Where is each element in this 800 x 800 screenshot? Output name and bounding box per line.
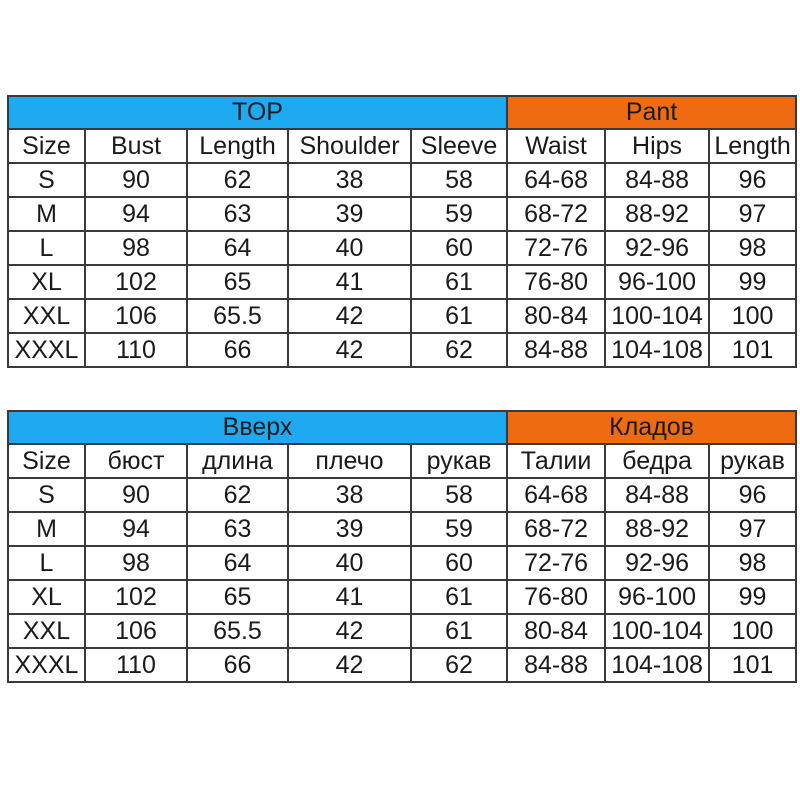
measurement-cell: 58 <box>411 478 507 512</box>
measurement-cell: 65.5 <box>187 614 288 648</box>
measurement-cell: 92-96 <box>605 231 709 265</box>
measurement-cell: 88-92 <box>605 512 709 546</box>
column-header: Sleeve <box>411 129 507 163</box>
measurement-cell: 42 <box>288 299 411 333</box>
measurement-cell: 61 <box>411 614 507 648</box>
measurement-cell: 60 <box>411 231 507 265</box>
table-row <box>8 265 796 299</box>
top-group-header: TOP <box>8 96 507 129</box>
table-row <box>8 333 796 367</box>
size-chart-russian <box>7 410 797 683</box>
measurement-cell: 98 <box>709 231 796 265</box>
measurement-cell: 97 <box>709 197 796 231</box>
measurement-cell: 98 <box>709 546 796 580</box>
measurement-cell: 84-88 <box>605 478 709 512</box>
column-header-row <box>8 129 796 163</box>
measurement-cell: 72-76 <box>507 231 605 265</box>
measurement-cell: 90 <box>85 478 187 512</box>
table-row <box>8 614 796 648</box>
measurement-cell: 62 <box>411 333 507 367</box>
measurement-cell: 64-68 <box>507 163 605 197</box>
size-cell: XL <box>8 580 85 614</box>
column-header: плечо <box>288 444 411 478</box>
pant-group-header: Кладов <box>507 411 796 444</box>
size-cell: XXXL <box>8 333 85 367</box>
size-cell: L <box>8 546 85 580</box>
measurement-cell: 62 <box>411 648 507 682</box>
measurement-cell: 84-88 <box>605 163 709 197</box>
size-cell: XXL <box>8 614 85 648</box>
column-header: бедра <box>605 444 709 478</box>
measurement-cell: 97 <box>709 512 796 546</box>
column-header: Length <box>709 129 796 163</box>
measurement-cell: 76-80 <box>507 580 605 614</box>
measurement-cell: 64 <box>187 231 288 265</box>
table-row <box>8 546 796 580</box>
measurement-cell: 100-104 <box>605 614 709 648</box>
column-header: длина <box>187 444 288 478</box>
measurement-cell: 58 <box>411 163 507 197</box>
measurement-cell: 68-72 <box>507 512 605 546</box>
measurement-cell: 98 <box>85 546 187 580</box>
measurement-cell: 102 <box>85 580 187 614</box>
size-cell: XXL <box>8 299 85 333</box>
top-group-header: Вверх <box>8 411 507 444</box>
measurement-cell: 96 <box>709 478 796 512</box>
column-header: Bust <box>85 129 187 163</box>
measurement-cell: 98 <box>85 231 187 265</box>
column-header: рукав <box>411 444 507 478</box>
measurement-cell: 64-68 <box>507 478 605 512</box>
measurement-cell: 42 <box>288 614 411 648</box>
measurement-cell: 84-88 <box>507 333 605 367</box>
measurement-cell: 96-100 <box>605 265 709 299</box>
measurement-cell: 84-88 <box>507 648 605 682</box>
measurement-cell: 42 <box>288 648 411 682</box>
size-cell: XXXL <box>8 648 85 682</box>
measurement-cell: 63 <box>187 197 288 231</box>
size-cell: M <box>8 197 85 231</box>
measurement-cell: 94 <box>85 197 187 231</box>
group-header-row <box>8 96 796 129</box>
measurement-cell: 100-104 <box>605 299 709 333</box>
measurement-cell: 65.5 <box>187 299 288 333</box>
measurement-cell: 106 <box>85 614 187 648</box>
measurement-cell: 104-108 <box>605 648 709 682</box>
measurement-cell: 63 <box>187 512 288 546</box>
measurement-cell: 102 <box>85 265 187 299</box>
table-row <box>8 231 796 265</box>
size-chart-body <box>8 96 796 367</box>
measurement-cell: 61 <box>411 299 507 333</box>
measurement-cell: 41 <box>288 265 411 299</box>
measurement-cell: 62 <box>187 478 288 512</box>
measurement-cell: 110 <box>85 333 187 367</box>
size-cell: L <box>8 231 85 265</box>
table-row <box>8 163 796 197</box>
measurement-cell: 59 <box>411 197 507 231</box>
column-header: Size <box>8 444 85 478</box>
measurement-cell: 62 <box>187 163 288 197</box>
measurement-cell: 88-92 <box>605 197 709 231</box>
group-header-row <box>8 411 796 444</box>
measurement-cell: 40 <box>288 231 411 265</box>
measurement-cell: 60 <box>411 546 507 580</box>
table-row <box>8 512 796 546</box>
size-chart-body <box>8 411 796 682</box>
table-row <box>8 197 796 231</box>
measurement-cell: 92-96 <box>605 546 709 580</box>
measurement-cell: 106 <box>85 299 187 333</box>
measurement-cell: 101 <box>709 333 796 367</box>
column-header: Size <box>8 129 85 163</box>
measurement-cell: 100 <box>709 299 796 333</box>
measurement-cell: 61 <box>411 580 507 614</box>
measurement-cell: 38 <box>288 163 411 197</box>
measurement-cell: 64 <box>187 546 288 580</box>
size-chart-english <box>7 95 797 368</box>
measurement-cell: 80-84 <box>507 614 605 648</box>
measurement-cell: 39 <box>288 512 411 546</box>
measurement-cell: 96-100 <box>605 580 709 614</box>
table-row <box>8 580 796 614</box>
measurement-cell: 66 <box>187 333 288 367</box>
measurement-cell: 65 <box>187 265 288 299</box>
column-header: Талии <box>507 444 605 478</box>
size-cell: XL <box>8 265 85 299</box>
measurement-cell: 110 <box>85 648 187 682</box>
measurement-cell: 65 <box>187 580 288 614</box>
column-header: бюст <box>85 444 187 478</box>
column-header: Shoulder <box>288 129 411 163</box>
measurement-cell: 104-108 <box>605 333 709 367</box>
measurement-cell: 101 <box>709 648 796 682</box>
column-header: Waist <box>507 129 605 163</box>
column-header-row <box>8 444 796 478</box>
measurement-cell: 40 <box>288 546 411 580</box>
measurement-cell: 99 <box>709 580 796 614</box>
size-cell: M <box>8 512 85 546</box>
measurement-cell: 100 <box>709 614 796 648</box>
measurement-cell: 90 <box>85 163 187 197</box>
column-header: рукав <box>709 444 796 478</box>
measurement-cell: 94 <box>85 512 187 546</box>
measurement-cell: 99 <box>709 265 796 299</box>
pant-group-header: Pant <box>507 96 796 129</box>
measurement-cell: 42 <box>288 333 411 367</box>
size-cell: S <box>8 163 85 197</box>
measurement-cell: 41 <box>288 580 411 614</box>
column-header: Hips <box>605 129 709 163</box>
measurement-cell: 61 <box>411 265 507 299</box>
measurement-cell: 72-76 <box>507 546 605 580</box>
measurement-cell: 38 <box>288 478 411 512</box>
measurement-cell: 68-72 <box>507 197 605 231</box>
measurement-cell: 80-84 <box>507 299 605 333</box>
table-row <box>8 478 796 512</box>
table-row <box>8 299 796 333</box>
measurement-cell: 59 <box>411 512 507 546</box>
column-header: Length <box>187 129 288 163</box>
measurement-cell: 96 <box>709 163 796 197</box>
table-row <box>8 648 796 682</box>
measurement-cell: 76-80 <box>507 265 605 299</box>
size-cell: S <box>8 478 85 512</box>
measurement-cell: 39 <box>288 197 411 231</box>
measurement-cell: 66 <box>187 648 288 682</box>
